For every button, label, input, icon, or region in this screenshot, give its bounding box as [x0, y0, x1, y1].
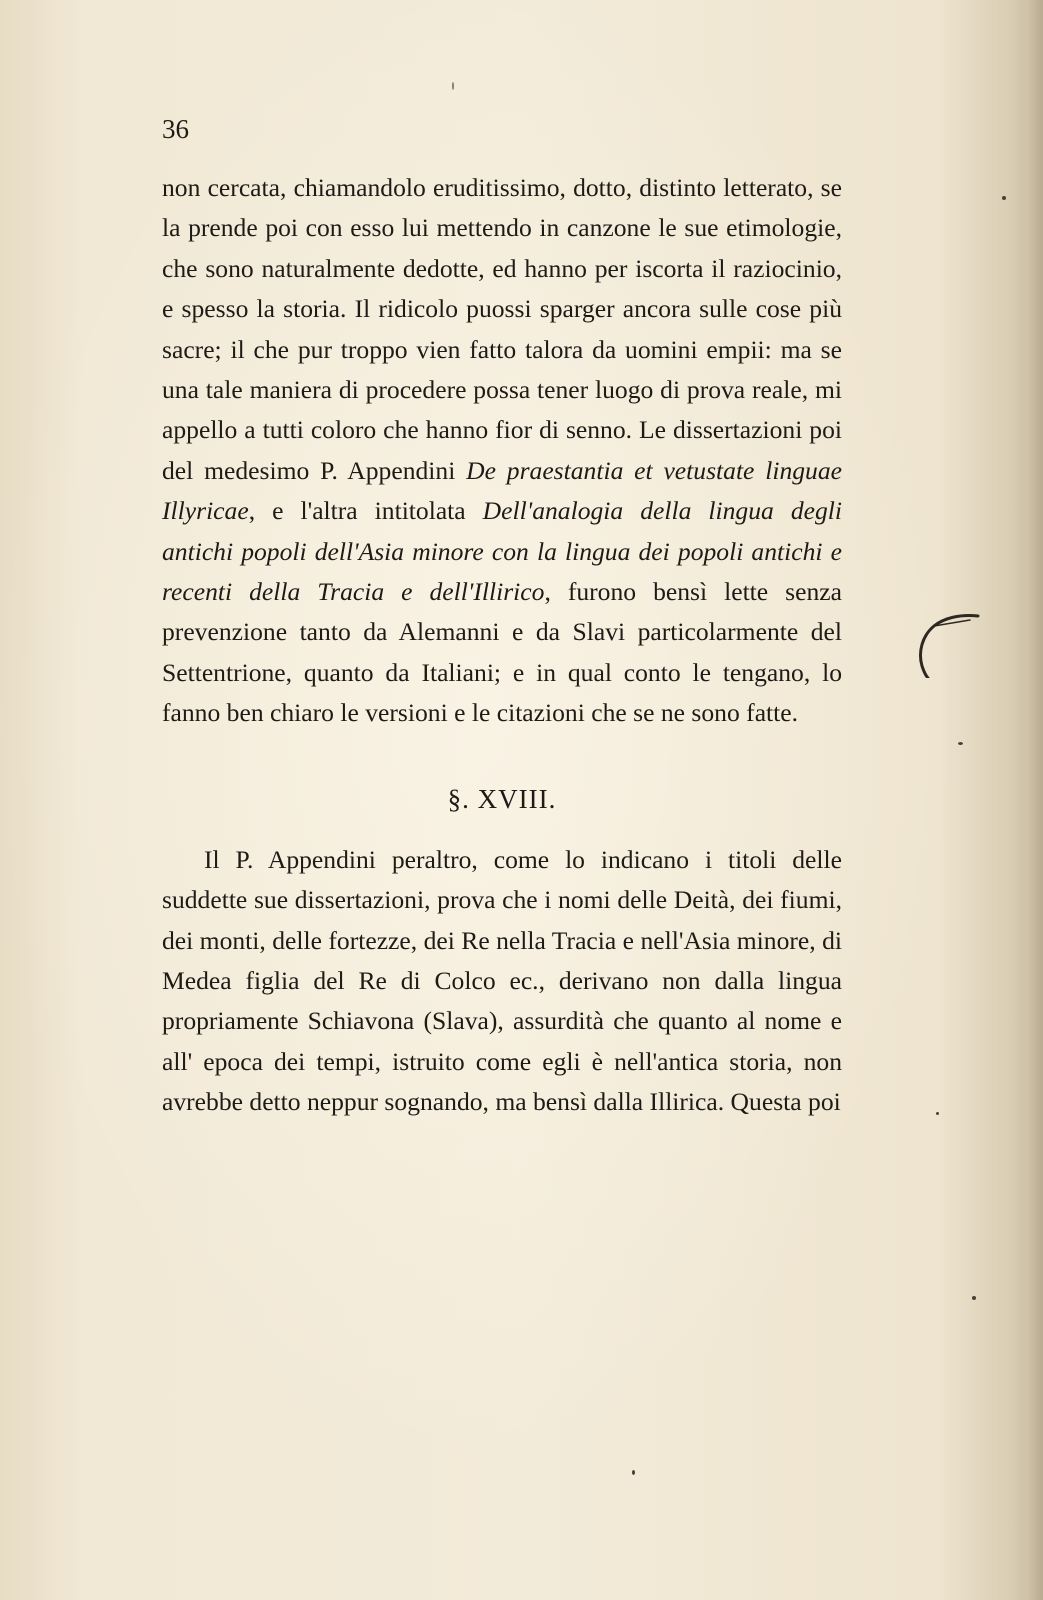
paper-speck	[972, 1296, 976, 1300]
italic-title-de-praestantia: De praestantia et vetustate linguae Illyricae	[162, 455, 842, 526]
paper-speck	[632, 1470, 635, 1475]
page-edge-shadow	[1017, 0, 1043, 1600]
page-number: 36	[162, 114, 189, 144]
paper-speck	[958, 742, 963, 745]
italic-title-dell-analogia: Dell'analogia della lingua degli antichi popoli dell'Asia minore con la lingua dei popoli antichi e recenti della Tracia e dell'Illirico	[162, 496, 842, 607]
paragraph-1-text-a: non cercata, chiamandolo eruditissimo, dotto, distinto letterato, se la prende poi con esso lui mettendo in canzone le sue etimologie, che sono naturalmente dedotte, ed hanno per iscorta il raziocinio, e spesso la storia. Il ridicolo puossi sparger ancora sulle cose più sacre; il che pur troppo vien fatto talora da uomini empii: ma se una tale maniera di procedere possa tener luogo di prova reale, mi appello a tutti coloro che hanno fior di senno. Le dissertazioni poi del medesimo P. Appendini	[162, 173, 842, 485]
paragraph-1-text-c: , furono bensì lette senza prevenzione tanto da Alemanni e da Slavi particolarmente del Settentrione, quanto da Italiani; e in qual conto le tengano, lo fanno ben chiaro le versioni e le citazioni che se ne sono fatte.	[162, 577, 842, 728]
section-heading: §. XVIII.	[447, 783, 557, 814]
margin-pencil-mark	[900, 608, 986, 678]
paper-speck	[936, 1112, 939, 1115]
text-block	[162, 104, 842, 1123]
paragraph-2: Il P. Appendini peraltro, come lo indicano i titoli delle suddette sue dissertazioni, prova che i nomi delle Deità, dei fiumi, dei monti, delle fortezze, dei Re nella Tracia e nell'Asia minore, di Medea figlia del Re di Colco ec., derivano non dalla lingua propriamente Schiavona (Slava), assurdità che quanto al nome e all' epoca dei tempi, istruito come egli è nell'antica storia, non avrebbe detto neppur sognando, ma bensì dalla Illirica. Questa poi	[162, 844, 842, 1117]
paragraph-1-text-b: , e l'altra intitolata	[248, 496, 483, 526]
paper-speck	[1002, 196, 1006, 200]
paper-speck	[452, 82, 454, 90]
paragraph-1	[162, 168, 842, 734]
